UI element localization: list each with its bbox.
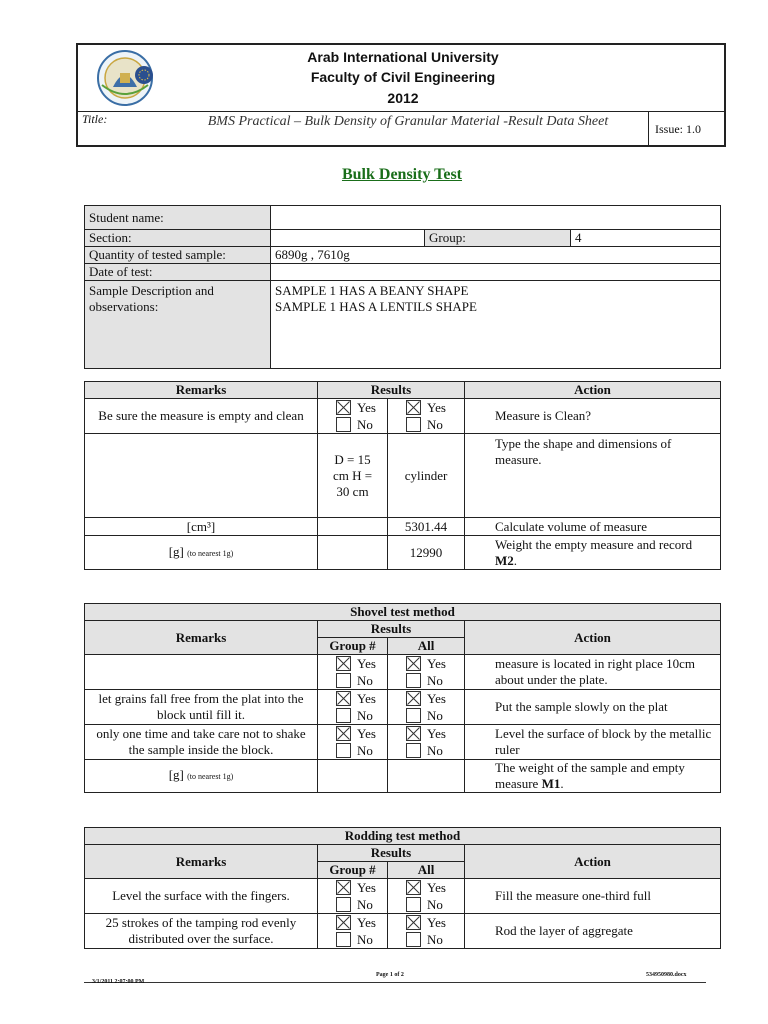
date-field[interactable] — [271, 264, 721, 281]
yes-checkbox[interactable] — [336, 915, 351, 930]
no-checkbox[interactable] — [336, 897, 351, 912]
group-checkbox-cell: Yes No — [318, 655, 388, 690]
student-info-table — [84, 205, 721, 369]
yes-checkbox[interactable] — [336, 656, 351, 671]
table-row — [85, 760, 721, 793]
all-header: All — [388, 862, 465, 879]
no-checkbox[interactable] — [336, 743, 351, 758]
remarks-cell — [85, 655, 318, 690]
all-header: All — [388, 638, 465, 655]
results-header: Results — [318, 845, 465, 862]
remarks-cell — [85, 434, 318, 518]
all-checkbox-cell: Yes No — [388, 655, 465, 690]
volume-value: 5301.44 — [388, 518, 465, 536]
shovel-table — [84, 603, 721, 793]
action-header: Action — [465, 382, 721, 399]
date-label: Date of test: — [85, 264, 271, 281]
no-checkbox[interactable] — [406, 673, 421, 688]
table-row — [85, 536, 721, 570]
remarks-cell: Be sure the measure is empty and clean — [85, 399, 318, 434]
yes-checkbox[interactable] — [336, 880, 351, 895]
action-header: Action — [465, 845, 721, 879]
header-year: 2012 — [387, 90, 419, 106]
issue-divider — [648, 111, 649, 147]
no-checkbox[interactable] — [336, 417, 351, 432]
table-row — [85, 914, 721, 949]
no-checkbox[interactable] — [406, 417, 421, 432]
table-row — [85, 518, 721, 536]
action-cell: Put the sample slowly on the plat — [465, 690, 721, 725]
weight-value: 12990 — [388, 536, 465, 570]
section-label: Section: — [85, 230, 271, 247]
footer-page: Page 1 of 2 — [376, 972, 404, 978]
issue-number: Issue: 1.0 — [655, 122, 701, 136]
all-checkbox-cell: Yes No — [388, 725, 465, 760]
quantity-field[interactable]: 6890g , 7610g — [271, 247, 721, 264]
yes-checkbox[interactable] — [406, 656, 421, 671]
action-header: Action — [465, 621, 721, 655]
results-header: Results — [318, 621, 465, 638]
footer-filename: 534950980.docx — [646, 972, 687, 978]
yes-checkbox[interactable] — [336, 691, 351, 706]
table-row — [85, 725, 721, 760]
all-checkbox-cell: Yes No — [388, 914, 465, 949]
yes-checkbox[interactable] — [406, 400, 421, 415]
no-checkbox[interactable] — [406, 743, 421, 758]
action-cell: Measure is Clean? — [465, 399, 721, 434]
action-cell: Calculate volume of measure — [465, 518, 721, 536]
sample-line-1: SAMPLE 1 HAS A BEANY SHAPE — [275, 283, 469, 298]
yes-checkbox[interactable] — [336, 400, 351, 415]
dimensions-cell: D = 15 cm H = 30 cm — [318, 434, 388, 518]
group-header: Group # — [318, 862, 388, 879]
yes-checkbox[interactable] — [406, 915, 421, 930]
sample-field[interactable] — [271, 281, 721, 369]
table-row — [85, 399, 721, 434]
remarks-cell: Level the surface with the fingers. — [85, 879, 318, 914]
no-checkbox[interactable] — [406, 897, 421, 912]
shovel-caption: Shovel test method — [85, 604, 721, 621]
section-field[interactable] — [271, 230, 425, 247]
unit-cell: [cm³] — [85, 518, 318, 536]
results-header: Results — [318, 382, 465, 399]
yes-checkbox[interactable] — [406, 691, 421, 706]
no-checkbox[interactable] — [336, 708, 351, 723]
footer-date: 3/1/2011 2:07:00 PM — [92, 979, 145, 985]
group-checkbox-cell: Yes No — [318, 725, 388, 760]
unit-cell: [g] (to nearest 1g) — [85, 760, 318, 793]
result-checkbox-cell: Yes No — [318, 399, 388, 434]
group-label: Group: — [425, 230, 571, 247]
remarks-cell: 25 strokes of the tamping rod evenly distributed over the surface. — [85, 914, 318, 949]
group-checkbox-cell: Yes No — [318, 914, 388, 949]
remarks-cell: let grains fall free from the plat into the block until fill it. — [85, 690, 318, 725]
table-row — [85, 690, 721, 725]
action-cell: Weight the empty measure and record M2. — [465, 536, 721, 570]
action-cell: measure is located in right place 10cm about under the plate. — [465, 655, 721, 690]
yes-checkbox[interactable] — [406, 880, 421, 895]
yes-checkbox[interactable] — [406, 726, 421, 741]
page-title: Bulk Density Test — [341, 166, 463, 183]
group-checkbox-cell: Yes No — [318, 690, 388, 725]
rodding-caption: Rodding test method — [85, 828, 721, 845]
rodding-table — [84, 827, 721, 949]
student-name-field[interactable] — [271, 206, 721, 230]
title-label: Title: — [82, 112, 108, 126]
all-checkbox-cell: Yes No — [388, 690, 465, 725]
action-cell: Level the surface of block by the metallic ruler — [465, 725, 721, 760]
university-name: Arab International University — [307, 49, 499, 65]
faculty-name: Faculty of Civil Engineering — [310, 69, 496, 85]
no-checkbox[interactable] — [336, 673, 351, 688]
remarks-cell: only one time and take care not to shake the sample inside the block. — [85, 725, 318, 760]
table-row — [85, 434, 721, 518]
action-cell: Fill the measure one-third full — [465, 879, 721, 914]
document-title: BMS Practical – Bulk Density of Granular Material -Result Data Sheet — [207, 114, 609, 129]
quantity-label: Quantity of tested sample: — [85, 247, 271, 264]
result-checkbox-cell: Yes No — [388, 399, 465, 434]
header-divider — [78, 111, 724, 112]
sample-line-2: SAMPLE 1 HAS A LENTILS SHAPE — [275, 299, 477, 314]
document-header — [76, 43, 726, 147]
student-name-label: Student name: — [85, 206, 271, 230]
measure-table — [84, 381, 721, 570]
remarks-header: Remarks — [85, 845, 318, 879]
action-cell: The weight of the sample and empty measure M1. — [465, 760, 721, 793]
group-header: Group # — [318, 638, 388, 655]
unit-cell: [g] (to nearest 1g) — [85, 536, 318, 570]
yes-checkbox[interactable] — [336, 726, 351, 741]
all-checkbox-cell: Yes No — [388, 879, 465, 914]
action-cell: Type the shape and dimensions of measure. — [465, 434, 721, 518]
remarks-header: Remarks — [85, 382, 318, 399]
no-checkbox[interactable] — [406, 708, 421, 723]
no-checkbox[interactable] — [406, 932, 421, 947]
no-checkbox[interactable] — [336, 932, 351, 947]
footer-rule — [84, 982, 706, 983]
group-field[interactable]: 4 — [571, 230, 721, 247]
shape-cell: cylinder — [388, 434, 465, 518]
remarks-header: Remarks — [85, 621, 318, 655]
table-row — [85, 655, 721, 690]
table-row — [85, 879, 721, 914]
group-checkbox-cell: Yes No — [318, 879, 388, 914]
sample-label: Sample Description and observations: — [85, 281, 271, 369]
action-cell: Rod the layer of aggregate — [465, 914, 721, 949]
